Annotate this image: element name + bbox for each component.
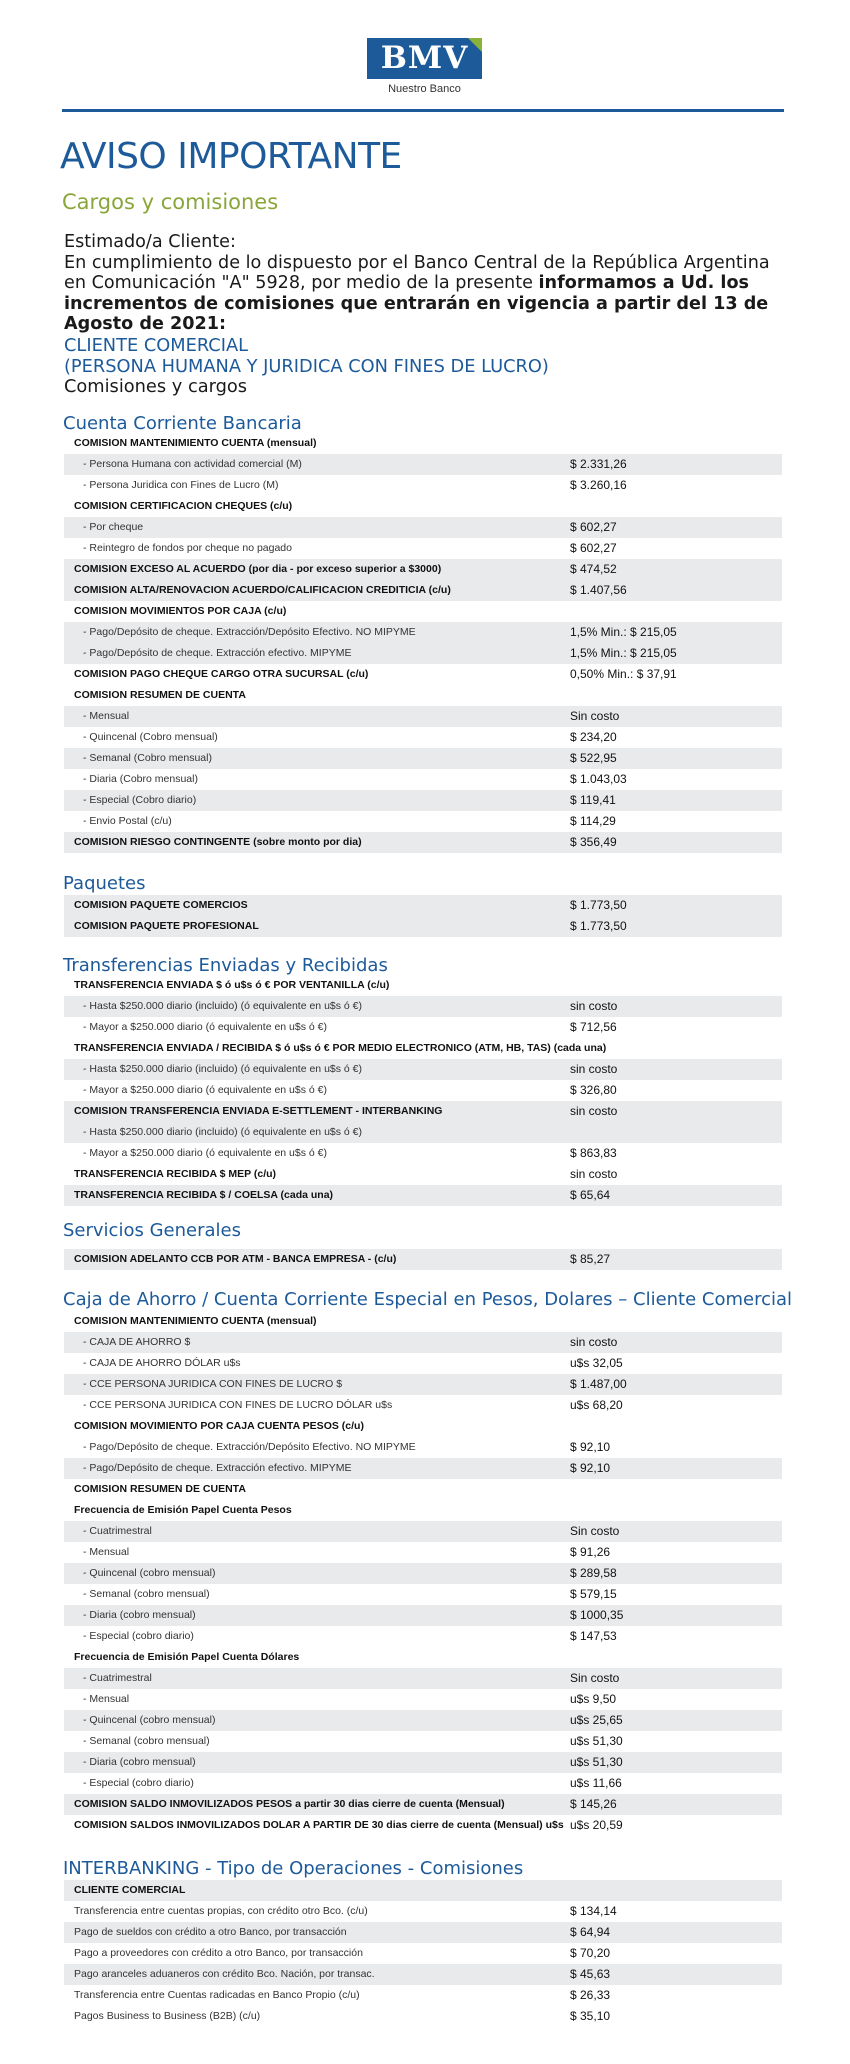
fee-value: $ 134,14	[570, 1904, 617, 1918]
fee-label: COMISION ALTA/RENOVACION ACUERDO/CALIFICACION CREDITICIA (c/u)	[74, 584, 451, 596]
fee-label: - CAJA DE AHORRO DÓLAR u$s	[83, 1357, 241, 1369]
fee-value: $ 2.331,26	[570, 457, 627, 471]
table-row	[64, 538, 782, 559]
fee-label: COMISION MANTENIMIENTO CUENTA (mensual)	[74, 437, 317, 449]
table-row	[64, 1815, 782, 1836]
logo-text: BMV	[380, 40, 469, 76]
fee-label: COMISION EXCESO AL ACUERDO (por dia - por exceso superior a $3000)	[74, 563, 442, 575]
table-row	[64, 1500, 782, 1521]
fee-value: $ 863,83	[570, 1146, 617, 1160]
table-row	[64, 832, 782, 853]
fee-label: COMISION MOVIMIENTOS POR CAJA (c/u)	[74, 605, 287, 617]
fee-label: - Diaria (Cobro mensual)	[83, 773, 198, 785]
fee-value: Sin costo	[570, 709, 620, 723]
table-row	[64, 1458, 782, 1479]
fee-label: COMISION PAQUETE COMERCIOS	[74, 899, 248, 911]
fee-label: - Por cheque	[83, 521, 144, 533]
table-row	[64, 1794, 782, 1815]
client-heading	[64, 336, 784, 398]
fee-value: Sin costo	[570, 1671, 620, 1685]
fee-value: $ 70,20	[570, 1946, 611, 1960]
table-row	[64, 748, 782, 769]
fee-value: $ 92,10	[570, 1440, 611, 1454]
table-row	[64, 1353, 782, 1374]
fee-label: - Quincenal (cobro mensual)	[83, 1567, 216, 1579]
fee-value: u$s 11,66	[570, 1776, 622, 1790]
fee-label: - Hasta $250.000 diario (incluido) (ó equivalente en u$s ó €)	[83, 1000, 363, 1012]
table-row	[64, 996, 782, 1017]
fee-value: $ 1.487,00	[570, 1377, 627, 1391]
fee-label: COMISION RESUMEN DE CUENTA	[74, 1483, 246, 1495]
table-row	[64, 727, 782, 748]
page-subtitle: Cargos y comisiones	[62, 190, 279, 214]
fee-label: - Mayor a $250.000 diario (ó equivalente en u$s ó €)	[83, 1147, 327, 1159]
logo-mark	[367, 38, 482, 79]
fee-value: $ 92,10	[570, 1461, 611, 1475]
fee-value: Sin costo	[570, 1524, 620, 1538]
table-row	[64, 517, 782, 538]
fee-value: 0,50% Min.: $ 37,91	[570, 667, 677, 681]
fee-label: - Pago/Depósito de cheque. Extracción efectivo. MIPYME	[83, 647, 352, 659]
table-row	[64, 580, 782, 601]
fee-label: - Mayor a $250.000 diario (ó equivalente en u$s ó €)	[83, 1021, 327, 1033]
table-row	[64, 1374, 782, 1395]
fee-value: $ 602,27	[570, 541, 617, 555]
table-row	[64, 1773, 782, 1794]
table-row	[64, 1416, 782, 1437]
section-title: Cuenta Corriente Bancaria	[63, 413, 302, 434]
fee-value: u$s 25,65	[570, 1713, 623, 1727]
table-row	[64, 1985, 782, 2006]
fee-value: sin costo	[570, 1104, 618, 1118]
fee-value: $ 119,41	[570, 793, 616, 807]
fee-label: COMISION PAGO CHEQUE CARGO OTRA SUCURSAL (c/u)	[74, 668, 369, 680]
table-row	[64, 1922, 782, 1943]
table-row	[64, 1752, 782, 1773]
section-title: Paquetes	[63, 873, 146, 894]
fee-value: sin costo	[570, 1335, 618, 1349]
fee-value: $ 114,29	[570, 814, 616, 828]
table-row	[64, 475, 782, 496]
table-row	[64, 769, 782, 790]
logo-tagline: Nuestro Banco	[388, 83, 461, 95]
table-row	[64, 601, 782, 622]
table-row	[64, 790, 782, 811]
section-title: Transferencias Enviadas y Recibidas	[63, 955, 388, 976]
fee-value: $ 579,15	[570, 1587, 617, 1601]
fee-value: $ 91,26	[570, 1545, 611, 1559]
fee-value: sin costo	[570, 1167, 618, 1181]
fee-value: $ 712,56	[570, 1020, 617, 1034]
fee-value: 1,5% Min.: $ 215,05	[570, 646, 677, 660]
fee-label: - Pago/Depósito de cheque. Extracción efectivo. MIPYME	[83, 1462, 352, 1474]
fee-label: - Cuatrimestral	[83, 1525, 152, 1537]
fee-label: - Mensual	[83, 1546, 130, 1558]
fee-label: COMISION RIESGO CONTINGENTE (sobre monto por dia)	[74, 836, 362, 848]
fee-label: - CCE PERSONA JURIDICA CON FINES DE LUCRO $	[83, 1378, 343, 1390]
header-divider	[62, 109, 784, 112]
fee-label: Frecuencia de Emisión Papel Cuenta Pesos	[74, 1504, 292, 1516]
table-row	[64, 1901, 782, 1922]
table-row	[64, 643, 782, 664]
table-row	[64, 811, 782, 832]
table-row	[64, 1395, 782, 1416]
fee-label: COMISION ADELANTO CCB POR ATM - BANCA EMPRESA - (c/u)	[74, 1253, 397, 1265]
client-scope: (PERSONA HUMANA Y JURIDICA CON FINES DE LUCRO)	[64, 355, 549, 377]
table-row	[64, 1017, 782, 1038]
fee-value: $ 145,26	[570, 1797, 617, 1811]
fee-label: - Diaria (cobro mensual)	[83, 1756, 196, 1768]
fee-table	[64, 433, 782, 853]
fee-label: - Hasta $250.000 diario (incluido) (ó equivalente en u$s ó €)	[83, 1063, 363, 1075]
fee-value: u$s 68,20	[570, 1398, 623, 1412]
fee-label: - CAJA DE AHORRO $	[83, 1336, 191, 1348]
client-type: CLIENTE COMERCIAL	[64, 335, 249, 356]
fee-value: $ 1.043,03	[570, 772, 627, 786]
section-title: Caja de Ahorro / Cuenta Corriente Especial en Pesos, Dolares – Cliente Comercial	[63, 1289, 793, 1310]
fee-label: Pago a proveedores con crédito a otro Banco, por transacción	[74, 1947, 363, 1959]
fee-value: u$s 32,05	[570, 1356, 623, 1370]
table-row	[64, 1668, 782, 1689]
fee-value: sin costo	[570, 1062, 618, 1076]
fee-value: $ 1.407,56	[570, 583, 627, 597]
table-row	[64, 1059, 782, 1080]
table-row	[64, 1143, 782, 1164]
fee-label: Pago aranceles aduaneros con crédito Bco. Nación, por transac.	[74, 1968, 375, 1980]
fee-value: $ 522,95	[570, 751, 617, 765]
table-row	[64, 1647, 782, 1668]
table-row	[64, 1605, 782, 1626]
fee-label: TRANSFERENCIA ENVIADA $ ó u$s ó € POR VENTANILLA (c/u)	[74, 979, 390, 991]
fee-label: COMISION MOVIMIENTO POR CAJA CUENTA PESOS (c/u)	[74, 1420, 364, 1432]
fee-label: - Mensual	[83, 710, 130, 722]
table-row	[64, 1249, 782, 1270]
table-row	[64, 1964, 782, 1985]
fee-label: CLIENTE COMERCIAL	[74, 1884, 186, 1896]
fee-label: - Persona Juridica con Fines de Lucro (M)	[83, 479, 279, 491]
fee-value: $ 45,63	[570, 1967, 611, 1981]
fee-label: - Especial (Cobro diario)	[83, 794, 197, 806]
fee-label: - Hasta $250.000 diario (incluido) (ó equivalente en u$s ó €)	[83, 1126, 363, 1138]
table-row	[64, 1164, 782, 1185]
table-row	[64, 1101, 782, 1122]
fee-label: TRANSFERENCIA ENVIADA / RECIBIDA $ ó u$s ó € POR MEDIO ELECTRONICO (ATM, HB, TAS) (cada una)	[74, 1042, 607, 1054]
fee-table	[64, 1311, 782, 1836]
fee-label: TRANSFERENCIA RECIBIDA $ / COELSA (cada una)	[74, 1189, 334, 1201]
fee-value: $ 234,20	[570, 730, 617, 744]
table-row	[64, 1542, 782, 1563]
fee-label: - Diaria (cobro mensual)	[83, 1609, 196, 1621]
fee-value: $ 474,52	[570, 562, 617, 576]
table-row	[64, 1880, 782, 1901]
table-row	[64, 1521, 782, 1542]
fee-value: $ 289,58	[570, 1566, 617, 1580]
fee-label: - Especial (cobro diario)	[83, 1630, 194, 1642]
fee-label: - Envio Postal (c/u)	[83, 815, 172, 827]
table-row	[64, 433, 782, 454]
table-row	[64, 685, 782, 706]
table-row	[64, 1122, 782, 1143]
table-row	[64, 1332, 782, 1353]
fee-label: Frecuencia de Emisión Papel Cuenta Dólares	[74, 1651, 300, 1663]
table-row	[64, 622, 782, 643]
table-row	[64, 2006, 782, 2027]
table-row	[64, 1311, 782, 1332]
fee-value: sin costo	[570, 999, 618, 1013]
bank-logo	[367, 38, 482, 95]
table-row	[64, 664, 782, 685]
table-row	[64, 559, 782, 580]
fee-value: $ 26,33	[570, 1988, 611, 2002]
fee-value: $ 1.773,50	[570, 919, 627, 933]
fee-label: TRANSFERENCIA RECIBIDA $ MEP (c/u)	[74, 1168, 277, 1180]
fee-value: u$s 20,59	[570, 1818, 623, 1832]
fee-label: - Semanal (Cobro mensual)	[83, 752, 212, 764]
table-row	[64, 1710, 782, 1731]
fee-label: COMISION MANTENIMIENTO CUENTA (mensual)	[74, 1315, 317, 1327]
table-row	[64, 706, 782, 727]
section-title: INTERBANKING - Tipo de Operaciones - Comisiones	[63, 1858, 524, 1879]
fee-label: - Cuatrimestral	[83, 1672, 152, 1684]
intro-bold: informamos a Ud. los incrementos de comisiones que entrarán en vigencia a partir del 13 de Agosto de 2021:	[64, 273, 769, 334]
fee-value: u$s 51,30	[570, 1734, 623, 1748]
table-row	[64, 1689, 782, 1710]
fee-label: - Persona Humana con actividad comercial (M)	[83, 458, 302, 470]
fee-value: $ 356,49	[570, 835, 617, 849]
table-row	[64, 1038, 782, 1059]
fee-label: Pagos Business to Business (B2B) (c/u)	[74, 2010, 261, 2022]
fee-value: u$s 51,30	[570, 1755, 623, 1769]
fee-table	[64, 1880, 782, 2027]
table-row	[64, 1943, 782, 1964]
fee-table	[64, 1249, 782, 1270]
intro-body: En cumplimiento de lo dispuesto por el Banco Central de la República Argentina en Comunicación "A" 5928, por medio de la presente	[64, 252, 770, 293]
fee-table	[64, 895, 782, 937]
fee-label: - CCE PERSONA JURIDICA CON FINES DE LUCRO DÓLAR u$s	[83, 1399, 393, 1411]
fee-value: $ 602,27	[570, 520, 617, 534]
fee-value: $ 147,53	[570, 1629, 617, 1643]
fee-label: - Semanal (cobro mensual)	[83, 1588, 210, 1600]
fee-label: - Quincenal (cobro mensual)	[83, 1714, 216, 1726]
table-row	[64, 1437, 782, 1458]
table-row	[64, 454, 782, 475]
table-row	[64, 1584, 782, 1605]
intro-greeting: Estimado/a Cliente:	[64, 232, 236, 252]
fee-label: - Mayor a $250.000 diario (ó equivalente en u$s ó €)	[83, 1084, 327, 1096]
fee-label: Pago de sueldos con crédito a otro Banco, por transacción	[74, 1926, 347, 1938]
fee-label: - Reintegro de fondos por cheque no pagado	[83, 542, 292, 554]
fee-label: Transferencia entre cuentas propias, con crédito otro Bco. (c/u)	[74, 1905, 368, 1917]
section-title: Servicios Generales	[63, 1220, 241, 1241]
table-row	[64, 1731, 782, 1752]
table-row	[64, 1185, 782, 1206]
table-row	[64, 1080, 782, 1101]
fee-value: u$s 9,50	[570, 1692, 617, 1706]
fee-value: $ 35,10	[570, 2009, 611, 2023]
fee-value: $ 85,27	[570, 1252, 611, 1266]
fee-label: COMISION TRANSFERENCIA ENVIADA E-SETTLEMENT - INTERBANKING	[74, 1105, 443, 1117]
table-row	[64, 1563, 782, 1584]
page-title: AVISO IMPORTANTE	[60, 136, 402, 177]
fee-label: Transferencia entre Cuentas radicadas en Banco Propio (c/u)	[74, 1989, 360, 2001]
fee-label: - Pago/Depósito de cheque. Extracción/Depósito Efectivo. NO MIPYME	[83, 1441, 416, 1453]
fee-label: COMISION SALDO INMOVILIZADOS PESOS a partir 30 dias cierre de cuenta (Mensual)	[74, 1798, 505, 1810]
table-row	[64, 895, 782, 916]
fee-value: 1,5% Min.: $ 215,05	[570, 625, 677, 639]
fee-value: $ 1.773,50	[570, 898, 627, 912]
logo-corner-accent	[468, 38, 482, 52]
fee-label: COMISION SALDOS INMOVILIZADOS DOLAR A PARTIR DE 30 dias cierre de cuenta (Mensual) u$s	[74, 1819, 564, 1831]
fee-value: $ 3.260,16	[570, 478, 627, 492]
fee-label: COMISION RESUMEN DE CUENTA	[74, 689, 246, 701]
fee-label: - Semanal (cobro mensual)	[83, 1735, 210, 1747]
table-row	[64, 1626, 782, 1647]
fee-value: $ 326,80	[570, 1083, 617, 1097]
table-row	[64, 916, 782, 937]
client-subheading: Comisiones y cargos	[64, 376, 248, 397]
table-row	[64, 1479, 782, 1500]
table-row	[64, 975, 782, 996]
fee-value: $ 1000,35	[570, 1608, 624, 1622]
intro-paragraph	[64, 232, 784, 335]
fee-value: $ 65,64	[570, 1188, 611, 1202]
fee-label: - Mensual	[83, 1693, 130, 1705]
fee-label: COMISION PAQUETE PROFESIONAL	[74, 920, 259, 932]
fee-label: COMISION CERTIFICACION CHEQUES (c/u)	[74, 500, 293, 512]
fee-label: - Quincenal (Cobro mensual)	[83, 731, 218, 743]
fee-label: - Especial (cobro diario)	[83, 1777, 194, 1789]
fee-table	[64, 975, 782, 1206]
table-row	[64, 496, 782, 517]
fee-value: $ 64,94	[570, 1925, 611, 1939]
fee-label: - Pago/Depósito de cheque. Extracción/Depósito Efectivo. NO MIPYME	[83, 626, 416, 638]
